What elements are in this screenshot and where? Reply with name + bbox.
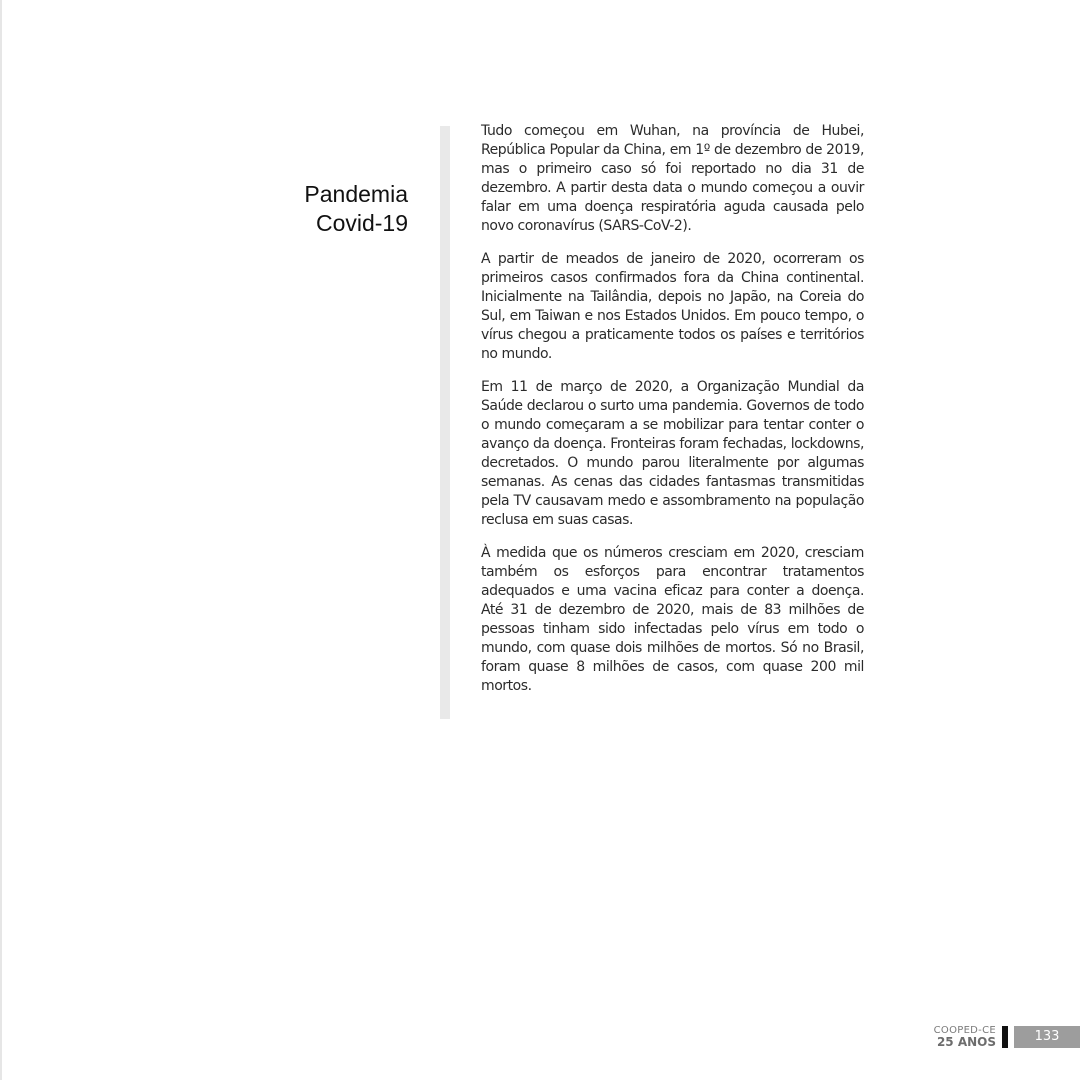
brand-logo	[934, 1026, 1002, 1048]
vertical-accent-bar	[440, 126, 450, 719]
brand-name: COOPED-CE	[933, 1025, 996, 1036]
brand-years: 25 ANOS	[936, 1035, 996, 1049]
paragraph-1: Tudo começou em Wuhan, na província de Hubei, República Popular da China, em 1º de dezembro de 2019, mas o primeiro caso só foi reportado no dia 31 de dezembro. A partir desta data o mundo começou a ouvir falar em uma doença respiratória aguda causada pelo novo coronavírus (SARS-CoV-2).	[481, 123, 864, 234]
section-title-line-1: Pandemia	[304, 181, 408, 207]
page-number: 133	[1014, 1026, 1080, 1048]
section-title	[250, 180, 408, 238]
section-title-line-2: Covid-19	[315, 210, 408, 236]
page-footer	[934, 1026, 1080, 1048]
paragraph-4: À medida que os números cresciam em 2020, cresciam também os esforços para encontrar tratamentos adequados e uma vacina eficaz para conter a doença. Até 31 de dezembro de 2020, mais de 83 milhões de pessoas tinham sido infectadas pelo vírus em todo o mundo, com quase dois milhões de mortos. Só no Brasil, foram quase 8 milhões de casos, com quase 200 mil mortos.	[481, 545, 864, 694]
brand-divider	[1002, 1026, 1008, 1048]
paragraph-2: A partir de meados de janeiro de 2020, ocorreram os primeiros casos confirmados fora da China continental. Inicialmente na Tailândia, depois no Japão, na Coreia do Sul, em Taiwan e nos Estados Unidos. Em pouco tempo, o vírus chegou a praticamente todos os países e territórios no mundo.	[481, 251, 864, 362]
paragraph-3: Em 11 de março de 2020, a Organização Mundial da Saúde declarou o surto uma pandemia. Governos de todo o mundo começaram a se mobilizar para tentar conter o avanço da doença. Fronteiras foram fechadas, lockdowns, decretados. O mundo parou literalmente por algumas semanas. As cenas das cidades fantasmas transmitidas pela TV causavam medo e assombramento na população reclusa em suas casas.	[481, 379, 864, 528]
article-body	[481, 122, 864, 710]
page-edge-line	[0, 0, 2, 1080]
